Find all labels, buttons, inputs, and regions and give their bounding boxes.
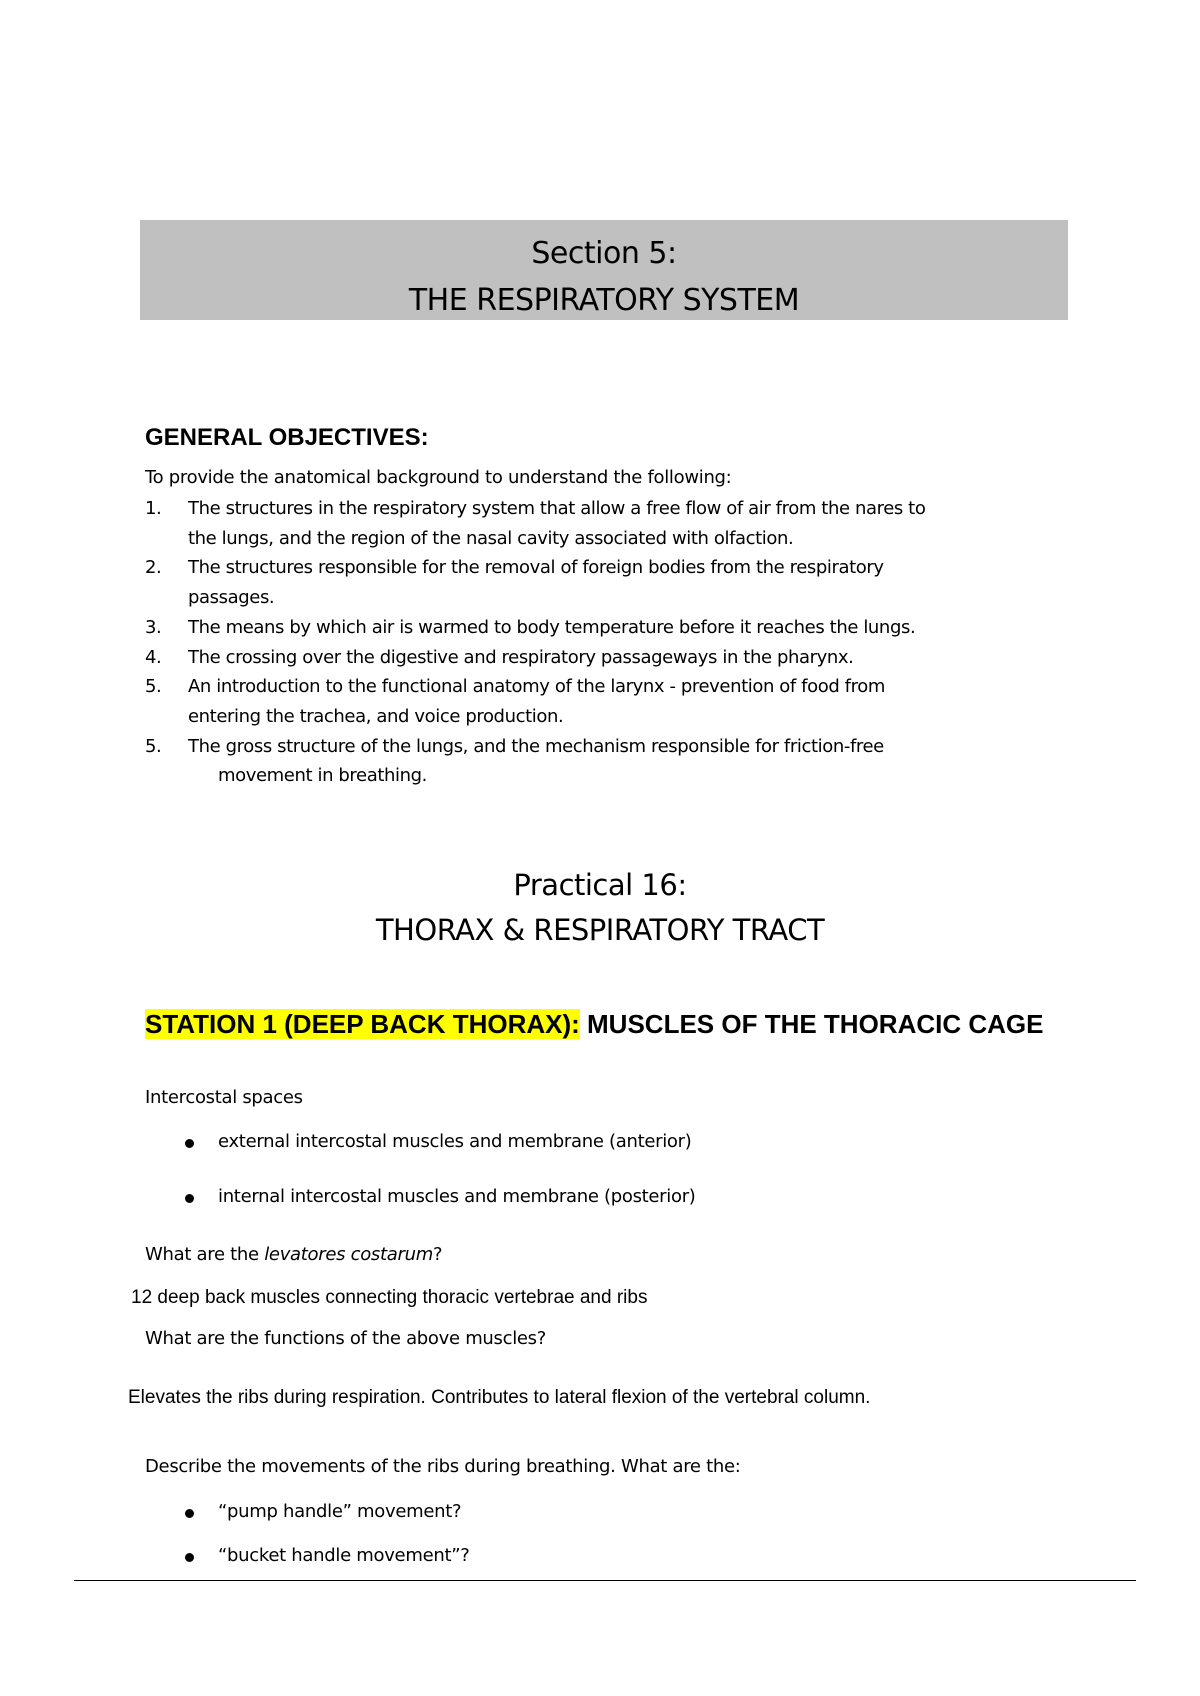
objectives-heading: GENERAL OBJECTIVES: [145, 424, 429, 451]
objective-number: 5. [145, 735, 162, 757]
bullet-icon [185, 1509, 194, 1518]
list-item [145, 1501, 470, 1522]
list-item-text: “pump handle” movement? [218, 1501, 462, 1522]
objective-text: passages. [188, 587, 275, 609]
question-levatores [145, 1244, 442, 1265]
objective-text: the lungs, and the region of the nasal cavity associated with olfaction. [188, 527, 794, 549]
objective-text: movement in breathing. [218, 765, 427, 787]
objective-text: The gross structure of the lungs, and the mechanism responsible for friction-free [188, 735, 884, 757]
objective-number: 2. [145, 557, 162, 579]
question-term: levatores costarum [264, 1244, 433, 1265]
station-label-highlight: STATION 1 (DEEP BACK THORAX): [145, 1009, 580, 1039]
section-title: THE RESPIRATORY SYSTEM [408, 283, 800, 318]
objective-item [145, 643, 925, 673]
objective-text: The structures in the respiratory system that allow a free flow of air from the nares to [188, 498, 926, 519]
list-item-text: internal intercostal muscles and membrane (posterior) [218, 1186, 696, 1207]
objective-item [145, 613, 925, 643]
objective-text: The means by which air is warmed to body temperature before it reaches the lungs. [188, 616, 916, 638]
objective-number: 4. [145, 646, 162, 668]
answer-levatores: 12 deep back muscles connecting thoracic vertebrae and ribs [131, 1287, 648, 1308]
objective-number: 1. [145, 498, 162, 519]
objective-item [145, 672, 925, 731]
objective-item [145, 732, 925, 791]
list-item [145, 1545, 470, 1566]
objective-number: 3. [145, 616, 162, 638]
bullet-icon [185, 1139, 194, 1148]
list-item-text: external intercostal muscles and membrane (anterior) [218, 1131, 692, 1152]
practical-number: Practical 16: [513, 868, 687, 902]
section-banner [140, 220, 1068, 320]
station-title: MUSCLES OF THE THORACIC CAGE [579, 1009, 1044, 1039]
section-number: Section 5: [531, 236, 677, 271]
question-text: What are the [145, 1244, 265, 1265]
rib-movement-list [145, 1501, 470, 1566]
bullet-icon [185, 1553, 194, 1562]
practical-title: THORAX & RESPIRATORY TRACT [375, 913, 825, 947]
list-item-text: “bucket handle movement”? [218, 1545, 470, 1566]
objective-item [145, 494, 925, 553]
page-divider [74, 1580, 1136, 1581]
question-rib-movements: Describe the movements of the ribs during breathing. What are the: [145, 1456, 741, 1477]
objectives-intro: To provide the anatomical background to understand the following: [145, 467, 732, 488]
objectives-list [145, 494, 925, 791]
question-functions: What are the functions of the above muscles? [145, 1328, 547, 1349]
objective-text: The crossing over the digestive and respiratory passageways in the pharynx. [188, 646, 854, 668]
list-item [145, 1186, 696, 1207]
list-item [145, 1131, 696, 1152]
objective-text: An introduction to the functional anatomy of the larynx - prevention of food from [188, 676, 885, 698]
objective-text: entering the trachea, and voice production. [188, 705, 564, 727]
question-mark: ? [432, 1244, 443, 1265]
station-heading [145, 1008, 1065, 1041]
objective-text: The structures responsible for the removal of foreign bodies from the respiratory [188, 557, 884, 579]
intercostal-list [145, 1131, 696, 1207]
objective-number: 5. [145, 676, 162, 698]
answer-functions: Elevates the ribs during respiration. Contributes to lateral flexion of the vertebral column. [128, 1387, 871, 1408]
intercostal-heading: Intercostal spaces [145, 1087, 303, 1108]
bullet-icon [185, 1194, 194, 1203]
objective-item [145, 553, 925, 612]
